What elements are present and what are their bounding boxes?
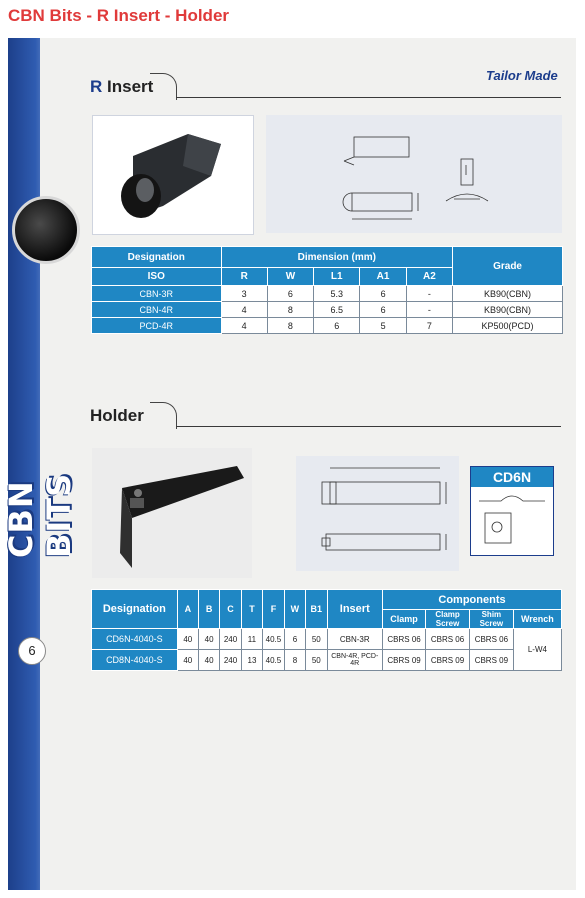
col-a1: A1: [360, 268, 406, 286]
table-cell: 40.5: [263, 629, 285, 650]
cd6n-badge: CD6N: [471, 467, 553, 487]
col-designation: Designation: [92, 247, 222, 268]
table-cell: 6: [267, 286, 313, 302]
tailor-made-tag: Tailor Made: [486, 68, 558, 83]
table-cell: 40: [177, 650, 198, 671]
col-grade: Grade: [453, 247, 563, 286]
table-cell: 8: [267, 318, 313, 334]
page-number: 6: [18, 637, 46, 665]
table-cell: 5: [360, 318, 406, 334]
table-cell: CBN-3R: [327, 629, 383, 650]
insert-title-prefix: R: [90, 77, 103, 96]
table-cell: 11: [241, 629, 262, 650]
table-cell: CBN-4R, PCD-4R: [327, 650, 383, 671]
section-rule: [176, 97, 561, 98]
col-designation: Designation: [92, 590, 178, 629]
row-designation: CD8N-4040-S: [92, 650, 178, 671]
insert-section-title: [90, 77, 153, 97]
table-cell: 40: [198, 650, 219, 671]
holder-spec-table: [91, 589, 562, 671]
table-cell: 6: [284, 629, 305, 650]
cd6n-detail-drawing: [471, 487, 553, 553]
table-cell: 13: [241, 650, 262, 671]
table-cell: CBRS 06: [469, 629, 513, 650]
page-title: CBN Bits - R Insert - Holder: [8, 6, 230, 25]
col-a2: A2: [406, 268, 452, 286]
insert-spec-table: [91, 246, 563, 334]
row-designation: CBN-3R: [92, 286, 222, 302]
table-cell: KB90(CBN): [453, 302, 563, 318]
col-c: C: [220, 590, 242, 629]
row-designation: PCD-4R: [92, 318, 222, 334]
col-dimension: Dimension (mm): [221, 247, 453, 268]
table-cell: 8: [284, 650, 305, 671]
col-clamp: Clamp: [383, 610, 426, 629]
table-cell: 6.5: [314, 302, 360, 318]
col-b: B: [198, 590, 219, 629]
col-t: T: [241, 590, 262, 629]
cd6n-detail-box: [470, 466, 554, 556]
table-cell: KB90(CBN): [453, 286, 563, 302]
col-l1: L1: [314, 268, 360, 286]
table-cell: 7: [406, 318, 452, 334]
table-row: [92, 286, 563, 302]
holder-section-title: Holder: [90, 406, 144, 425]
row-designation: CBN-4R: [92, 302, 222, 318]
table-cell: CBRS 09: [469, 650, 513, 671]
table-cell: KP500(PCD): [453, 318, 563, 334]
col-w: W: [284, 590, 305, 629]
table-cell: 50: [306, 650, 327, 671]
insert-technical-drawing: [266, 115, 562, 233]
holder-photo: [92, 448, 252, 578]
table-row: [92, 318, 563, 334]
col-r: R: [221, 268, 267, 286]
col-iso: ISO: [92, 268, 222, 286]
table-row: [92, 629, 562, 650]
col-insert: Insert: [327, 590, 383, 629]
table-cell: 5.3: [314, 286, 360, 302]
table-cell: 240: [220, 629, 242, 650]
col-a: A: [177, 590, 198, 629]
insert-title-rest: Insert: [102, 77, 154, 96]
table-cell: 8: [267, 302, 313, 318]
col-wrench: Wrench: [513, 610, 561, 629]
col-components: Components: [383, 590, 562, 610]
table-cell: CBRS 09: [383, 650, 426, 671]
sidebar-vertical-text: CBN BITS: [2, 472, 78, 558]
wrench-cell: L-W4: [513, 629, 561, 671]
cbn-disc-image: [12, 196, 80, 264]
table-cell: CBRS 06: [383, 629, 426, 650]
table-cell: 240: [220, 650, 242, 671]
table-row: [92, 650, 562, 671]
col-f: F: [263, 590, 285, 629]
table-cell: 50: [306, 629, 327, 650]
col-w: W: [267, 268, 313, 286]
table-cell: 40: [198, 629, 219, 650]
table-cell: 4: [221, 318, 267, 334]
table-cell: -: [406, 286, 452, 302]
table-cell: CBRS 09: [426, 650, 470, 671]
row-designation: CD6N-4040-S: [92, 629, 178, 650]
table-cell: CBRS 06: [426, 629, 470, 650]
table-cell: 40.5: [263, 650, 285, 671]
table-cell: 6: [314, 318, 360, 334]
table-cell: 6: [360, 286, 406, 302]
table-cell: 40: [177, 629, 198, 650]
table-cell: 3: [221, 286, 267, 302]
table-cell: 6: [360, 302, 406, 318]
title-arc-decoration: [150, 73, 177, 100]
table-cell: 4: [221, 302, 267, 318]
col-clamp-screw: Clamp Screw: [426, 610, 470, 629]
title-arc-decoration: [150, 402, 177, 429]
table-cell: -: [406, 302, 452, 318]
col-shim-screw: Shim Screw: [469, 610, 513, 629]
insert-photo: [92, 115, 254, 235]
section-rule: [176, 426, 561, 427]
col-b1: B1: [306, 590, 327, 629]
holder-technical-drawing: [296, 456, 459, 571]
table-row: [92, 302, 563, 318]
